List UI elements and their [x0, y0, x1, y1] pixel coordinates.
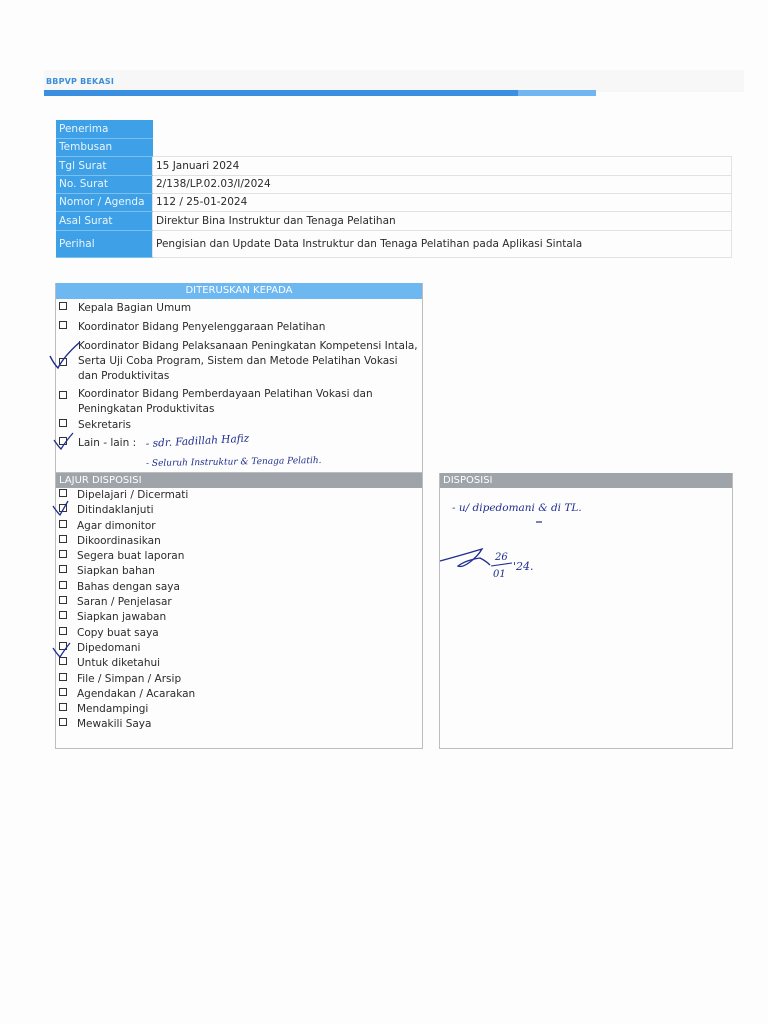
lajur-item: [59, 672, 195, 687]
info-value: 2/138/LP.02.03/I/2024: [153, 175, 732, 193]
checkbox[interactable]: [59, 504, 67, 512]
lajur-item: [59, 610, 195, 625]
forward-item-label: Koordinator Bidang Pemberdayaan Pelatihan Vokasi dan Peningkatan Produktivitas: [78, 388, 373, 415]
info-label: Nomor / Agenda: [56, 193, 153, 211]
handwritten-date-year: '24.: [513, 560, 534, 573]
checkbox[interactable]: [59, 718, 67, 726]
lajur-item-label: File / Simpan / Arsip: [77, 672, 182, 685]
org-name: BBPVP BEKASI: [46, 77, 114, 86]
lajur-list: [59, 488, 195, 733]
info-label: Penerima: [56, 120, 153, 138]
forward-item: [59, 301, 192, 316]
disposisi-panel: [439, 473, 733, 749]
info-value: 15 Januari 2024: [153, 156, 732, 175]
checkbox[interactable]: [59, 581, 67, 589]
info-label: Perihal: [56, 230, 153, 257]
info-row-tgl-surat: [56, 156, 732, 175]
lajur-item-label: Copy buat saya: [77, 626, 159, 639]
checkbox[interactable]: [59, 627, 67, 635]
forwarded-panel-title: DITERUSKAN KEPADA: [56, 283, 422, 299]
handwritten-note: - Seluruh Instruktur & Tenaga Pelatih.: [145, 455, 322, 469]
info-row-perihal: [56, 230, 732, 257]
info-value: Pengisian dan Update Data Instruktur dan Tenaga Pelatihan pada Aplikasi Sintala: [153, 230, 732, 257]
lajur-item: [59, 549, 195, 564]
header-band: [44, 70, 744, 92]
info-value: [153, 138, 732, 156]
lajur-item: [59, 519, 195, 534]
lajur-item: [59, 488, 195, 503]
handwritten-disposition: - u/ dipedomani & di TL.: [452, 502, 582, 514]
forward-item-label: Lain - lain :: [78, 437, 137, 449]
checkbox[interactable]: [59, 358, 67, 366]
lajur-item: [59, 641, 195, 656]
lajur-item-label: Agendakan / Acarakan: [77, 687, 196, 700]
lajur-item: [59, 702, 195, 717]
checkbox[interactable]: [59, 302, 67, 310]
checkbox[interactable]: [59, 673, 67, 681]
forward-item: [59, 320, 326, 335]
checkbox[interactable]: [59, 321, 67, 329]
forward-item-label: Koordinator Bidang Pelaksanaan Peningkatan Kompetensi Intala, Serta Uji Coba Program, Sistem dan Metode Pelatihan Vokasi dan Produktivitas: [78, 340, 418, 382]
info-row-asal-surat: [56, 211, 732, 230]
lajur-disposisi-panel: [55, 473, 423, 749]
info-row-no-surat: [56, 175, 732, 193]
checkbox[interactable]: [59, 688, 67, 696]
checkbox[interactable]: [59, 437, 67, 445]
lajur-item-label: Saran / Penjelasar: [77, 596, 172, 609]
forward-item-label: Kepala Bagian Umum: [78, 302, 192, 314]
handwritten-note: - sdr. Fadillah Hafiz: [145, 432, 250, 450]
checkbox[interactable]: [59, 596, 67, 604]
lajur-item-label: Ditindaklanjuti: [77, 504, 154, 517]
checkbox[interactable]: [59, 703, 67, 711]
checkbox[interactable]: [59, 611, 67, 619]
info-label: Asal Surat: [56, 211, 153, 230]
info-label: Tembusan: [56, 138, 153, 156]
checkbox[interactable]: [59, 489, 67, 497]
lajur-item: [59, 564, 195, 579]
lajur-item-label: Untuk diketahui: [77, 657, 161, 670]
lajur-item: [59, 580, 195, 595]
handwritten-date-month: 01: [493, 569, 506, 580]
forward-item-label: Sekretaris: [78, 419, 132, 431]
checkbox[interactable]: [59, 535, 67, 543]
checkbox[interactable]: [59, 391, 67, 399]
lajur-item: [59, 595, 195, 610]
lajur-item: [59, 687, 195, 702]
letter-info-table: [56, 120, 732, 258]
info-row-tembusan: [56, 138, 732, 156]
forward-item-label: Koordinator Bidang Penyelenggaraan Pelatihan: [78, 321, 326, 333]
forward-item: [59, 418, 132, 433]
header-bar-accent: [518, 90, 596, 96]
lajur-panel-title: LAJUR DISPOSISI: [56, 473, 422, 488]
checkbox[interactable]: [59, 642, 67, 650]
checkbox[interactable]: [59, 520, 67, 528]
lajur-item: [59, 626, 195, 641]
forward-item: [59, 436, 137, 451]
info-value: Direktur Bina Instruktur dan Tenaga Pelatihan: [153, 211, 732, 230]
info-value: [153, 120, 732, 138]
lajur-item-label: Siapkan bahan: [77, 565, 155, 578]
lajur-item-label: Bahas dengan saya: [77, 580, 180, 593]
lajur-item: [59, 656, 195, 671]
lajur-item-label: Mendampingi: [77, 703, 149, 716]
lajur-item: [59, 534, 195, 549]
checkbox[interactable]: [59, 419, 67, 427]
lajur-item-label: Dipedomani: [77, 641, 141, 654]
handwritten-date-day: 26: [495, 552, 508, 563]
header-bar: [44, 90, 596, 96]
info-label: Tgl Surat: [56, 156, 153, 175]
lajur-item: [59, 503, 195, 518]
checkbox[interactable]: [59, 565, 67, 573]
lajur-item-label: Segera buat laporan: [77, 550, 185, 563]
lajur-item-label: Dikoordinasikan: [77, 534, 161, 547]
lajur-item-label: Siapkan jawaban: [77, 611, 167, 624]
info-row-nomor-agenda: [56, 193, 732, 211]
checkbox[interactable]: [59, 657, 67, 665]
lajur-item-label: Mewakili Saya: [77, 718, 152, 731]
forwarded-panel: [55, 283, 423, 473]
lajur-item-label: Dipelajari / Dicermati: [77, 489, 189, 501]
info-value: 112 / 25-01-2024: [153, 193, 732, 211]
lajur-item: [59, 717, 195, 732]
checkbox[interactable]: [59, 550, 67, 558]
info-row-penerima: [56, 120, 732, 138]
info-label: No. Surat: [56, 175, 153, 193]
lajur-item-label: Agar dimonitor: [77, 519, 156, 532]
disposisi-panel-title: DISPOSISI: [440, 473, 732, 488]
